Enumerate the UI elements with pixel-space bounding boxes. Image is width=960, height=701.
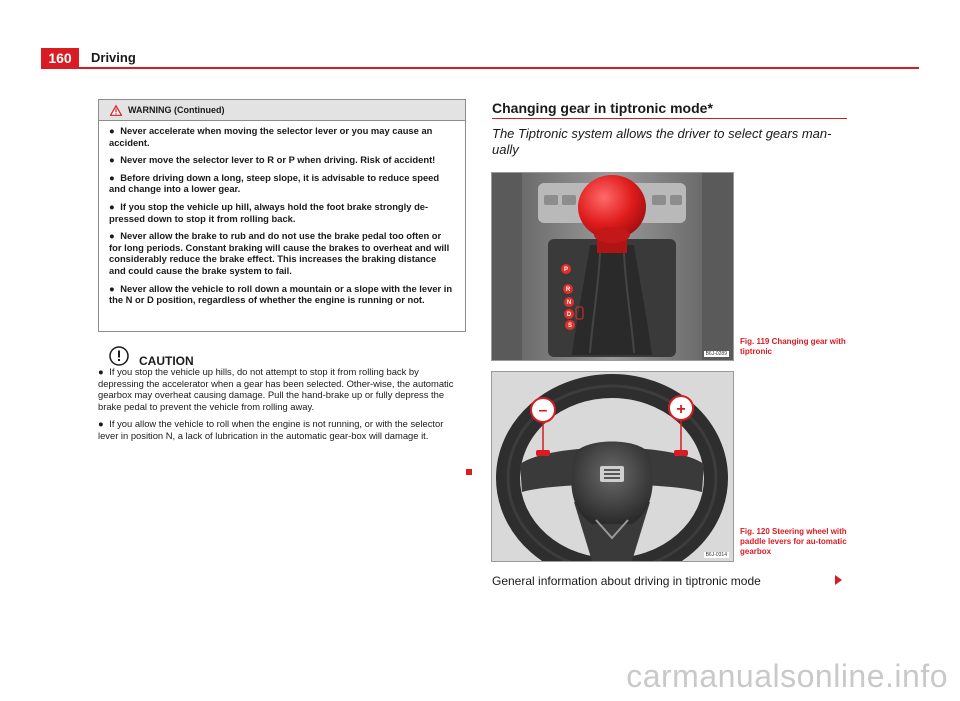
header-title: Driving	[91, 50, 136, 65]
paddle-plus-label: +	[676, 401, 686, 418]
warning-item: ● Never move the selector lever to R or P when driving. Risk of accident!	[109, 154, 436, 166]
warning-triangle-icon	[110, 105, 122, 116]
gear-label-n: N	[566, 300, 572, 306]
caution-item: ● If you allow the vehicle to roll when the engine is not running, or with the selector lever in position N, a lack of lubrication in the automatic gear-box will damage it.	[98, 418, 444, 441]
figure-caption: Fig. 120 Steering wheel with paddle levers for au-tomatic gearbox	[740, 527, 847, 556]
warning-title: WARNING (Continued)	[128, 105, 225, 115]
page-number: 160	[41, 48, 79, 68]
figure-caption: Fig. 119 Changing gear with tiptronic	[740, 337, 846, 356]
paddle-minus-label: –	[538, 402, 548, 419]
caution-item: ● If you stop the vehicle up hills, do not attempt to stop it from rolling back by depressing the accelerator when a gear has been selected. Other-wise, the automatic gearbox may overheat causing damage. Pull the hand-brake up or fully depress the brake pedal to prevent the vehicle from rolling away.	[98, 366, 454, 412]
section-intro: The Tiptronic system allows the driver to select gears man-ually	[492, 126, 832, 157]
figure-steering-wheel	[491, 371, 734, 562]
continue-arrow-icon	[835, 575, 842, 585]
figure-gear-lever	[491, 172, 734, 361]
section-title: Changing gear in tiptronic mode*	[492, 100, 713, 116]
gear-label-r: R	[565, 287, 571, 293]
figure-code: B6J-0314	[705, 552, 727, 558]
warning-item: ● Never allow the brake to rub and do not use the brake pedal too often or for long periods. Constant braking will cause the brakes to overheat and will considerably reduce the brake effect. This increases the braking distance and could cause the brake system to fail.	[109, 230, 450, 276]
general-info-heading: General information about driving in tiptronic mode	[492, 574, 761, 588]
caution-exclamation-icon	[109, 346, 129, 366]
warning-box	[98, 99, 466, 332]
gear-lever-illustration	[492, 173, 733, 360]
end-of-section-mark	[466, 469, 472, 475]
caution-header	[109, 344, 194, 368]
section-rule	[492, 118, 847, 119]
gear-label-p: P	[563, 267, 569, 273]
warning-item: ● Before driving down a long, steep slope, it is advisable to reduce speed and change into a lower gear.	[109, 171, 440, 195]
caution-body	[98, 366, 464, 448]
caution-title: CAUTION	[139, 354, 194, 368]
steering-wheel-illustration	[492, 372, 733, 561]
watermark: carmanualsonline.info	[626, 658, 948, 694]
warning-item: ● If you stop the vehicle up hill, always hold the foot brake strongly de-pressed down to stop it from rolling back.	[109, 200, 429, 224]
figure-code: B6J-0289	[705, 351, 727, 357]
warning-header	[99, 100, 465, 121]
header-rule	[41, 67, 919, 69]
gear-label-s: S	[567, 323, 573, 329]
warning-item: ● Never allow the vehicle to roll down a mountain or a slope with the lever in the N or D position, regardless of whether the engine is running or not.	[109, 282, 453, 306]
warning-item: ● Never accelerate when moving the selector lever or you may cause an accident.	[109, 125, 433, 148]
gear-label-d: D	[566, 312, 572, 318]
warning-list	[99, 121, 465, 306]
